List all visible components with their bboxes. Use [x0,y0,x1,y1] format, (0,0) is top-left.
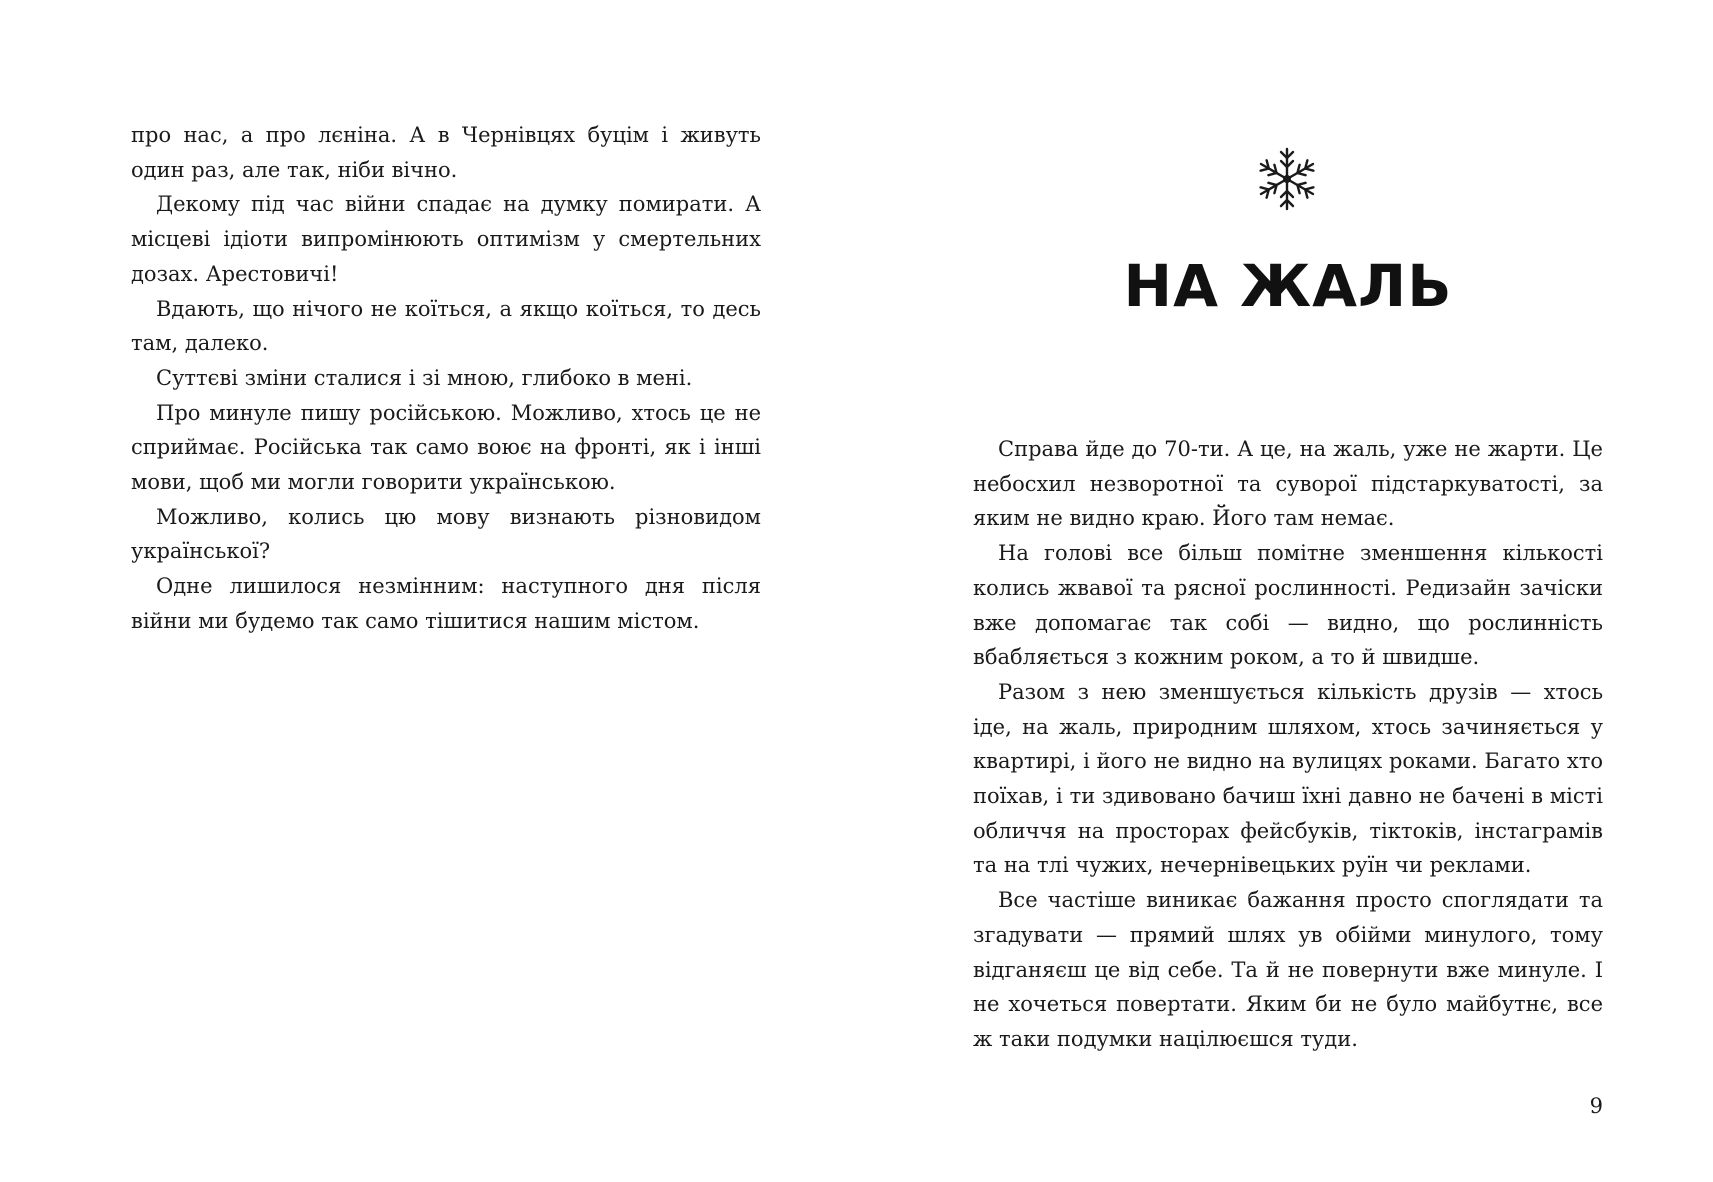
left-paragraph-3: Вдають, що нічого не коїться, а якщо коїться, то десь там, далеко. [131,296,761,356]
left-paragraph-1: про нас, а про лєніна. А в Чернівцях буцім і живуть один раз, але так, ніби вічно. [131,123,761,182]
chapter-title: НА ЖАЛЬ [1123,252,1453,320]
left-paragraph-6: Можливо, колись цю мову визнають різновидом української? [131,504,761,564]
page-number: 9 [1589,1094,1603,1118]
right-paragraph-3: Разом з нею зменшується кількість друзів — хтось іде, на жаль, природним шляхом, хтось зачиняється у квартирі, і його не видно на вулицях роками. Багато хто поїхав, і ти здивовано бачиш їхні давно не бачені в місті обличчя на просторах фейсбуків, тіктоків, інстаграмів та на тлі чужих, нечернівецьких руїн чи реклами. [973,679,1603,878]
right-page-body [973,432,1603,1057]
right-paragraph-4: Все частіше виникає бажання просто споглядати та згадувати — прямий шлях ув обійми минулого, тому відганяєш це від себе. Та й не повернути вже минуле. І не хочеться повертати. Яким би не було майбутнє, все ж таки подумки націлюєшся туди. [973,888,1603,1051]
left-page [131,118,761,639]
right-paragraph-2: На голові все більш помітне зменшення кількості колись жвавої та рясної рослинності. Редизайн зачіски вже допомагає так собі — видно, що рослинність вбабляється з кожним роком, а то й швидше. [973,541,1603,670]
left-paragraph-5: Про минуле пишу російською. Можливо, хтось це не сприймає. Російська так само воює на фронті, як і інші мови, щоб ми могли говорити українською. [131,400,761,495]
left-paragraph-2: Декому під час війни спадає на думку помирати. А місцеві ідіоти випромінюють оптимізм у смертельних дозах. Арестовичі! [131,192,761,286]
left-paragraph-7: Одне лишилося незмінним: наступного дня після війни ми будемо так само тішитися нашим містом. [131,574,761,633]
left-paragraph-4: Суттєві зміни сталися і зі мною, глибоко в мені. [156,365,693,390]
snowflake-icon [1254,146,1320,212]
right-paragraph-1: Справа йде до 70-ти. А це, на жаль, уже не жарти. Це небосхил незворотної та суворої підстаркуватості, за яким не видно краю. Його там немає. [973,437,1603,531]
